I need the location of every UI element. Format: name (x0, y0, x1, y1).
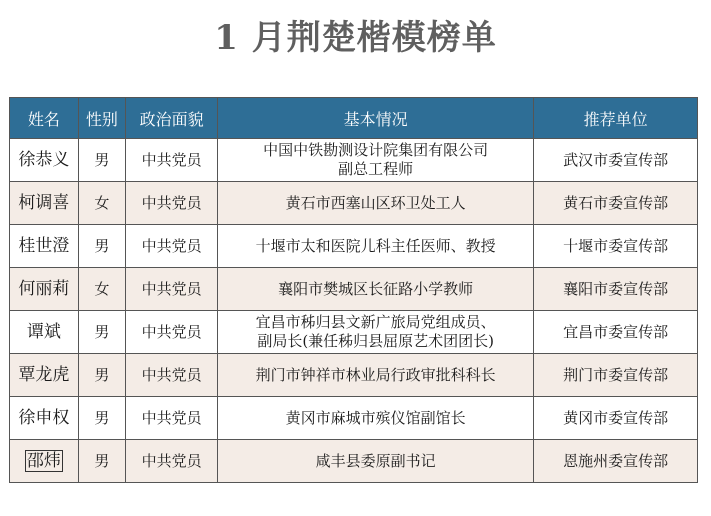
cell-recommending-unit: 宜昌市委宣传部 (534, 311, 698, 354)
table-row (10, 311, 698, 354)
cell-political-status: 中共党员 (126, 354, 218, 397)
header-recommending-unit: 推荐单位 (534, 98, 698, 139)
cell-basic-info (218, 311, 534, 354)
header-gender: 性别 (78, 98, 125, 139)
cell-political-status: 中共党员 (126, 225, 218, 268)
cell-gender: 女 (78, 268, 125, 311)
cell-gender: 女 (78, 182, 125, 225)
cell-name-boxed: 邵炜 (26, 450, 61, 471)
cell-name: 覃龙虎 (10, 354, 79, 397)
header-name: 姓名 (10, 98, 79, 139)
cell-basic-info-line: 宜昌市秭归县文新广旅局党组成员、 (255, 313, 496, 331)
cell-name (10, 440, 79, 483)
cell-recommending-unit: 恩施州委宣传部 (534, 440, 698, 483)
cell-political-status: 中共党员 (126, 182, 218, 225)
cell-gender: 男 (78, 440, 125, 483)
cell-political-status: 中共党员 (126, 311, 218, 354)
cell-name: 徐申权 (10, 397, 79, 440)
cell-recommending-unit: 十堰市委宣传部 (534, 225, 698, 268)
table-row (10, 354, 698, 397)
cell-basic-info: 黄石市西塞山区环卫处工人 (218, 182, 534, 225)
cell-name: 柯调喜 (10, 182, 79, 225)
cell-basic-info-line: 副总工程师 (338, 160, 414, 178)
cell-recommending-unit: 黄石市委宣传部 (534, 182, 698, 225)
cell-gender: 男 (78, 225, 125, 268)
table-row (10, 397, 698, 440)
header-political-status: 政治面貌 (126, 98, 218, 139)
header-row (10, 98, 698, 139)
cell-recommending-unit: 荆门市委宣传部 (534, 354, 698, 397)
cell-basic-info-line: 中国中铁勘测设计院集团有限公司 (263, 141, 489, 159)
table-row (10, 182, 698, 225)
cell-recommending-unit: 武汉市委宣传部 (534, 139, 698, 182)
cell-gender: 男 (78, 139, 125, 182)
cell-basic-info (218, 139, 534, 182)
table-row (10, 268, 698, 311)
cell-name: 何丽莉 (10, 268, 79, 311)
cell-name: 谭斌 (10, 311, 79, 354)
table-row (10, 225, 698, 268)
table-row (10, 139, 698, 182)
cell-recommending-unit: 黄冈市委宣传部 (534, 397, 698, 440)
cell-political-status: 中共党员 (126, 139, 218, 182)
cell-recommending-unit: 襄阳市委宣传部 (534, 268, 698, 311)
cell-name: 桂世澄 (10, 225, 79, 268)
cell-basic-info: 黄冈市麻城市殡仪馆副馆长 (218, 397, 534, 440)
cell-basic-info: 十堰市太和医院儿科主任医师、教授 (218, 225, 534, 268)
cell-political-status: 中共党员 (126, 268, 218, 311)
header-basic-info: 基本情况 (218, 98, 534, 139)
cell-gender: 男 (78, 354, 125, 397)
cell-political-status: 中共党员 (126, 397, 218, 440)
honor-roll-table (9, 97, 698, 483)
cell-basic-info: 襄阳市樊城区长征路小学教师 (218, 268, 534, 311)
cell-gender: 男 (78, 397, 125, 440)
cell-basic-info: 荆门市钟祥市林业局行政审批科科长 (218, 354, 534, 397)
cell-gender: 男 (78, 311, 125, 354)
cell-basic-info-line: 副局长(兼任秭归县屈原艺术团团长) (257, 332, 495, 350)
cell-basic-info: 咸丰县委原副书记 (218, 440, 534, 483)
cell-name: 徐恭义 (10, 139, 79, 182)
table-row (10, 440, 698, 483)
page-title: 1 月荆楚楷模榜单 (214, 18, 497, 58)
cell-political-status: 中共党员 (126, 440, 218, 483)
